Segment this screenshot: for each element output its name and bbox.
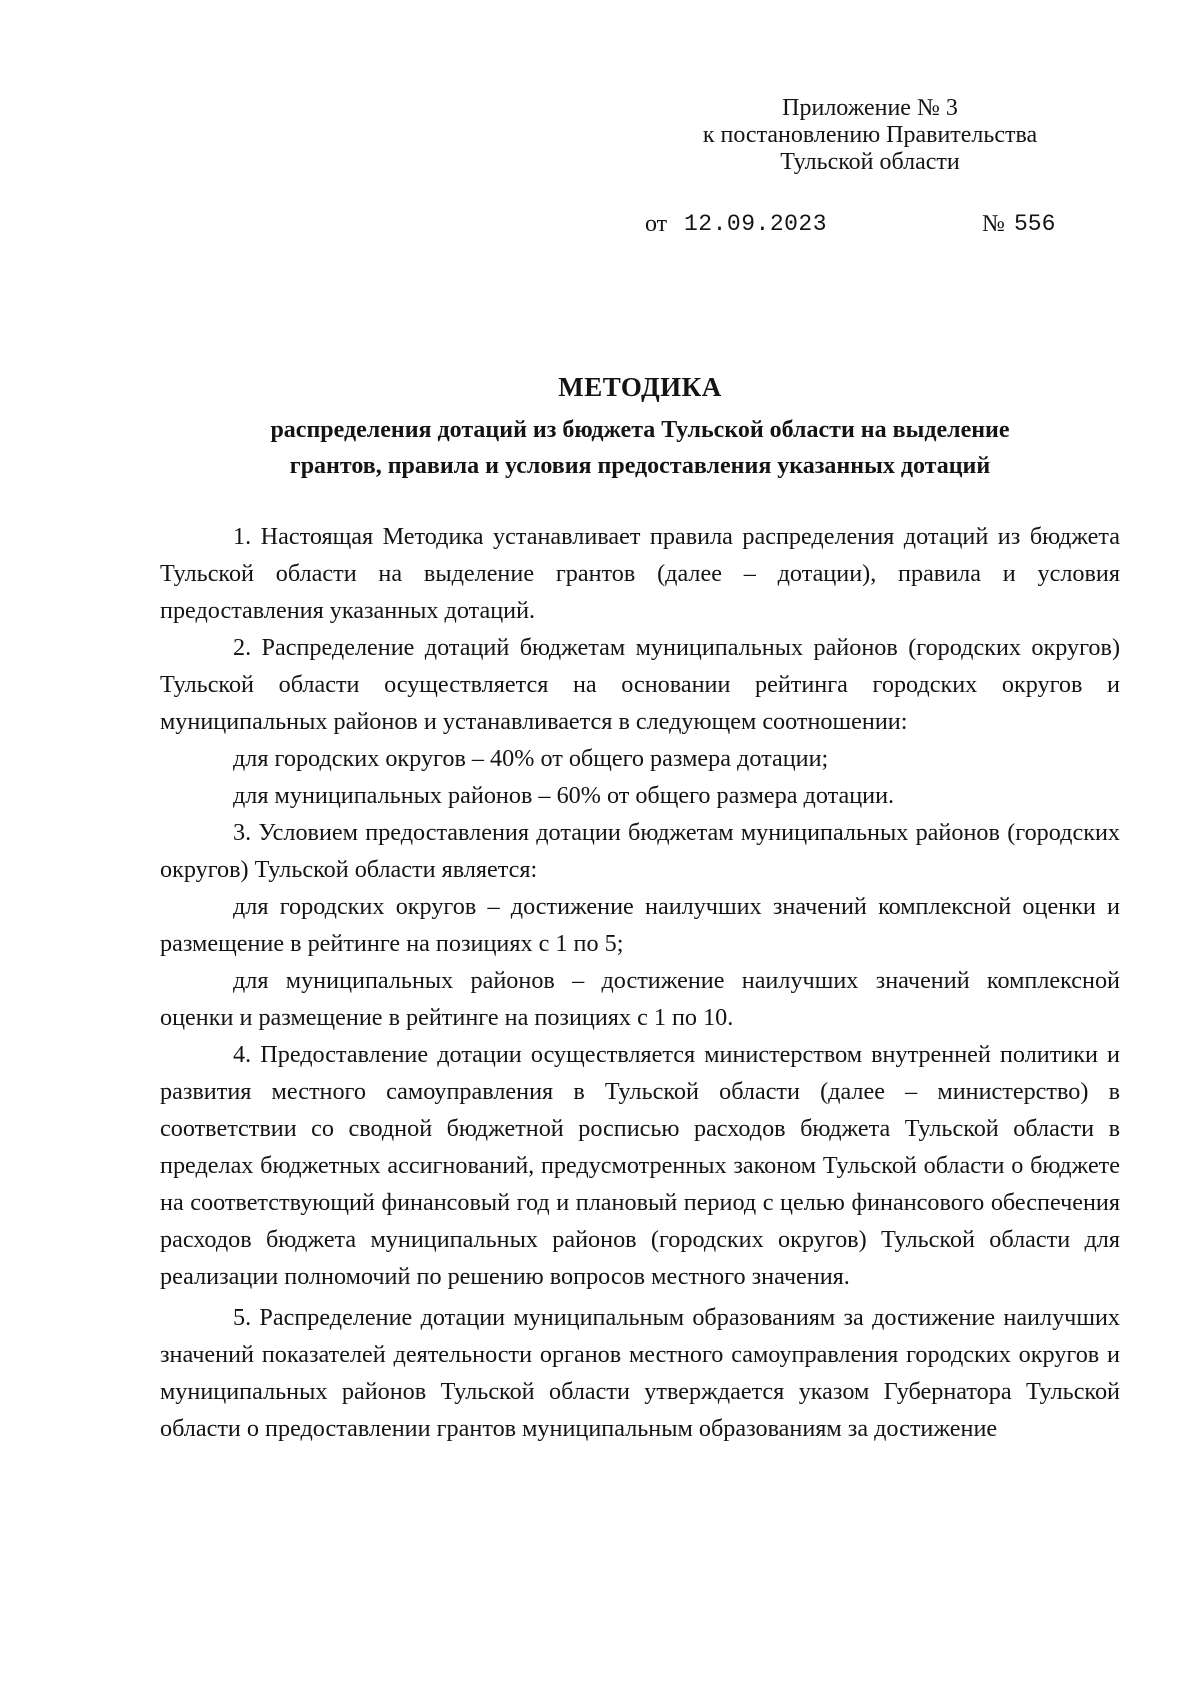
number-label: № — [982, 211, 1005, 237]
appendix-title: Приложение № 3 — [782, 95, 958, 121]
paragraph-4: 4. Предоставление дотации осуществляется министерством внутренней политики и развития местного самоуправления в Тульской области (далее – министерство) в соответствии со сводной бюджетной росписью расходов бюджета Тульской области в пределах бюджетных ассигнований, предусмотренных законом Тульской области о бюджете на соответствующий финансовый год и плановый период с целью финансового обеспечения расходов бюджета муниципальных районов (городских округов) Тульской области для реализации полномочий по решению вопросов местного значения. — [160, 1041, 1120, 1290]
paragraph-3-item-1: для городских округов – достижение наилучших значений комплексной оценки и размещение в рейтинге на позициях с 1 по 5; — [160, 893, 1120, 957]
appendix-reference: к постановлению Правительства — [702, 122, 1038, 148]
appendix-header — [640, 95, 1100, 176]
document-title: МЕТОДИКА — [558, 372, 722, 402]
paragraph-3-item-2: для муниципальных районов – достижение наилучших значений комплексной оценки и размещение в рейтинге на позициях с 1 по 10. — [160, 967, 1120, 1031]
appendix-region: Тульской области — [780, 149, 960, 175]
subtitle-line: распределения дотаций из бюджета Тульской области на выделение — [270, 417, 1010, 443]
date-label: от — [645, 211, 668, 237]
document-body — [160, 518, 1120, 1447]
paragraph-2: 2. Распределение дотаций бюджетам муниципальных районов (городских округов) Тульской области осуществляется на основании рейтинга городских округов и муниципальных районов и устанавливается в следующем соотношении: — [160, 634, 1120, 735]
document-number: 556 — [1014, 211, 1056, 237]
paragraph-3: 3. Условием предоставления дотации бюджетам муниципальных районов (городских округов) Тульской области является: — [160, 819, 1120, 883]
subtitle-line: грантов, правила и условия предоставления указанных дотаций — [289, 453, 991, 479]
document-date: 12.09.2023 — [684, 211, 828, 237]
paragraph-1: 1. Настоящая Методика устанавливает правила распределения дотаций из бюджета Тульской области на выделение грантов (далее – дотации), правила и условия предоставления указанных дотаций. — [160, 523, 1120, 624]
paragraph-5: 5. Распределение дотации муниципальным образованиям за достижение наилучших значений показателей деятельности органов местного самоуправления городских округов и муниципальных районов Тульской области утверждается указом Губернатора Тульской области о предоставлении грантов муниципальным образованиям за достижение — [160, 1304, 1120, 1442]
paragraph-2-item-1: для городских округов – 40% от общего размера дотации; — [233, 745, 829, 772]
paragraph-2-item-2: для муниципальных районов – 60% от общего размера дотации. — [233, 782, 895, 809]
document-subtitle — [160, 412, 1120, 484]
